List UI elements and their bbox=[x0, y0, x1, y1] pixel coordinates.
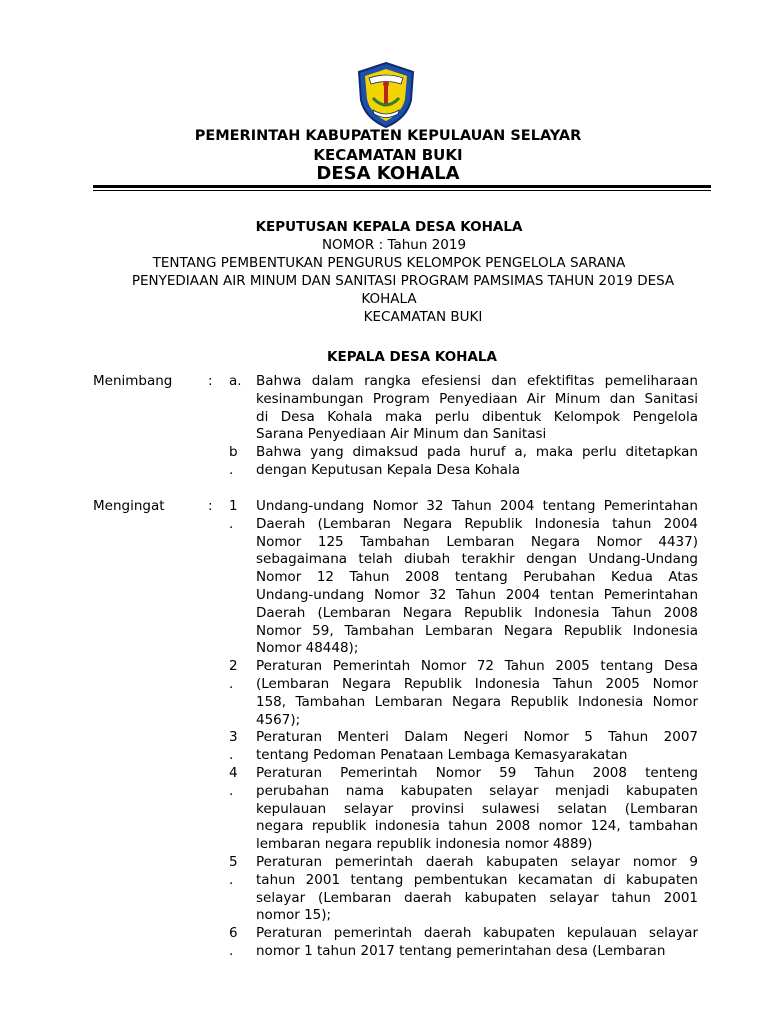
decree-subject-line-1: TENTANG PEMBENTUKAN PENGURUS KELOMPOK PENGELOLA SARANA bbox=[152, 255, 626, 271]
text-line: 158, Tambahan Lembaran Negara Republik Indonesia Nomor bbox=[256, 693, 698, 710]
mengingat-label: Mengingat bbox=[93, 498, 165, 514]
item-marker-text: 6 bbox=[229, 925, 238, 942]
mengingat-item-marker bbox=[229, 658, 243, 694]
item-marker-dot: . bbox=[229, 747, 234, 764]
item-marker-dot: . bbox=[229, 871, 234, 888]
item-marker-text: 2 bbox=[229, 658, 238, 675]
text-line: Peraturan pemerintah daerah kabupaten selayar nomor 9 bbox=[256, 854, 698, 870]
mengingat-item-marker bbox=[229, 925, 243, 961]
mengingat-item-marker bbox=[229, 498, 243, 534]
item-marker-text: a. bbox=[229, 373, 242, 389]
text-line: tahun 2001 tentang pembentukan kecamatan di kabupaten bbox=[256, 871, 698, 888]
mengingat-colon: : bbox=[208, 498, 213, 514]
letterhead-rule-thin bbox=[93, 190, 711, 191]
item-marker-dot: . bbox=[229, 675, 234, 692]
item-marker-text: 3 bbox=[229, 729, 238, 746]
decree-heading: KEPUTUSAN KEPALA DESA KOHALA bbox=[255, 219, 523, 235]
item-marker-text: 1 bbox=[229, 498, 238, 514]
text-line: Nomor 59, Tambahan Lembaran Negara Republik Indonesia bbox=[256, 622, 698, 639]
text-line: Peraturan Menteri Dalam Negeri Nomor 5 Tahun 2007 bbox=[256, 729, 698, 746]
text-line: Daerah (Lembaran Negara Republik Indonesia tahun 2004 bbox=[256, 515, 698, 532]
text-line: 4567); bbox=[256, 711, 301, 728]
menimbang-colon: : bbox=[208, 373, 213, 389]
official-title: KEPALA DESA KOHALA bbox=[327, 349, 497, 365]
mengingat-item-marker bbox=[229, 729, 243, 765]
text-line: tentang Pedoman Penataan Lembaga Kemasyarakatan bbox=[256, 747, 628, 764]
text-line: sebagaimana telah diubah terakhir dengan Undang-Undang bbox=[256, 551, 698, 568]
letterhead-village: DESA KOHALA bbox=[316, 163, 460, 184]
text-line: di Desa Kohala maka perlu dibentuk Kelompok Pengelola bbox=[256, 408, 698, 425]
mengingat-item-text bbox=[256, 658, 698, 729]
mengingat-item-text bbox=[256, 765, 698, 854]
text-line: Undang-undang Nomor 32 Tahun 2004 tentan Pemerintahan bbox=[256, 586, 698, 603]
item-marker-dot: . bbox=[229, 515, 234, 532]
item-marker-text: 4 bbox=[229, 765, 238, 781]
letterhead-rule-thick bbox=[93, 185, 711, 188]
menimbang-item-marker bbox=[229, 444, 243, 480]
menimbang-item-text bbox=[256, 444, 698, 480]
text-line: Peraturan Pemerintah Nomor 72 Tahun 2005 tentang Desa bbox=[256, 658, 698, 675]
text-line: Undang-undang Nomor 32 Tahun 2004 tentang Pemerintahan bbox=[256, 498, 698, 514]
text-line: lembaran negara republik indonesia nomor 4889) bbox=[256, 836, 593, 853]
menimbang-label: Menimbang bbox=[93, 373, 173, 389]
text-line: Peraturan Pemerintah Nomor 59 Tahun 2008 tenteng bbox=[256, 765, 698, 781]
text-line: Bahwa dalam rangka efesiensi dan efektifitas pemeliharaan bbox=[256, 373, 698, 389]
decree-number: NOMOR : Tahun 2019 bbox=[321, 237, 467, 253]
text-line: Nomor 125 Tambahan Lembaran Negara Nomor 4437) bbox=[256, 533, 698, 550]
text-line: nomor 15); bbox=[256, 907, 332, 924]
mengingat-item-marker bbox=[229, 765, 243, 801]
text-line: nomor 1 tahun 2017 tentang pemerintahan desa (Lembaran bbox=[256, 942, 666, 959]
text-line: Nomor 12 Tahun 2008 tentang Perubahan Kedua Atas bbox=[256, 569, 698, 586]
text-line: perubahan nama kabupaten selayar menjadi kabupaten bbox=[256, 782, 698, 799]
regency-coat-of-arms-icon bbox=[351, 60, 421, 130]
text-line: Peraturan pemerintah daerah kabupaten kepulauan selayar bbox=[256, 925, 698, 942]
mengingat-item-text bbox=[256, 854, 698, 925]
decree-subject-line-4: KECAMATAN BUKI bbox=[363, 309, 483, 325]
text-line: (Lembaran Negara Republik Indonesia Tahun 2005 Nomor bbox=[256, 675, 698, 692]
text-line: selayar (Lembaran daerah kabupaten selayar tahun 2001 bbox=[256, 889, 698, 906]
text-line: Bahwa yang dimaksud pada huruf a, maka perlu ditetapkan bbox=[256, 444, 698, 461]
item-marker-text: b bbox=[229, 444, 238, 461]
text-line: Sarana Penyediaan Air Minum dan Sanitasi bbox=[256, 426, 547, 443]
menimbang-item-text bbox=[256, 373, 698, 444]
item-marker-dot: . bbox=[229, 782, 234, 799]
item-marker-dot: . bbox=[229, 942, 234, 959]
text-line: Nomor 48448); bbox=[256, 640, 359, 657]
mengingat-item-text bbox=[256, 498, 698, 658]
letterhead-regency: PEMERINTAH KABUPATEN KEPULAUAN SELAYAR bbox=[194, 128, 582, 144]
text-line: kepulauan selayar provinsi sulawesi selatan (Lembaran bbox=[256, 800, 698, 817]
text-line: Daerah (Lembaran Negara Republik Indonesia Tahun 2008 bbox=[256, 604, 698, 621]
decree-subject-line-2: PENYEDIAAN AIR MINUM DAN SANITASI PROGRAM PAMSIMAS TAHUN 2019 DESA bbox=[131, 273, 675, 289]
text-line: negara republik indonesia tahun 2008 nomor 124, tambahan bbox=[256, 818, 698, 835]
mengingat-item-text bbox=[256, 729, 698, 765]
decree-subject-line-3: KOHALA bbox=[361, 291, 417, 307]
text-line: kesinambungan Program Penyediaan Air Minum dan Sanitasi bbox=[256, 390, 698, 407]
mengingat-item-marker bbox=[229, 854, 243, 890]
mengingat-item-text bbox=[256, 925, 698, 961]
text-line: dengan Keputusan Kepala Desa Kohala bbox=[256, 461, 520, 478]
item-marker-dot: . bbox=[229, 461, 234, 478]
menimbang-item-marker bbox=[229, 373, 243, 391]
item-marker-text: 5 bbox=[229, 854, 238, 870]
letterhead-district: KECAMATAN BUKI bbox=[313, 146, 463, 164]
